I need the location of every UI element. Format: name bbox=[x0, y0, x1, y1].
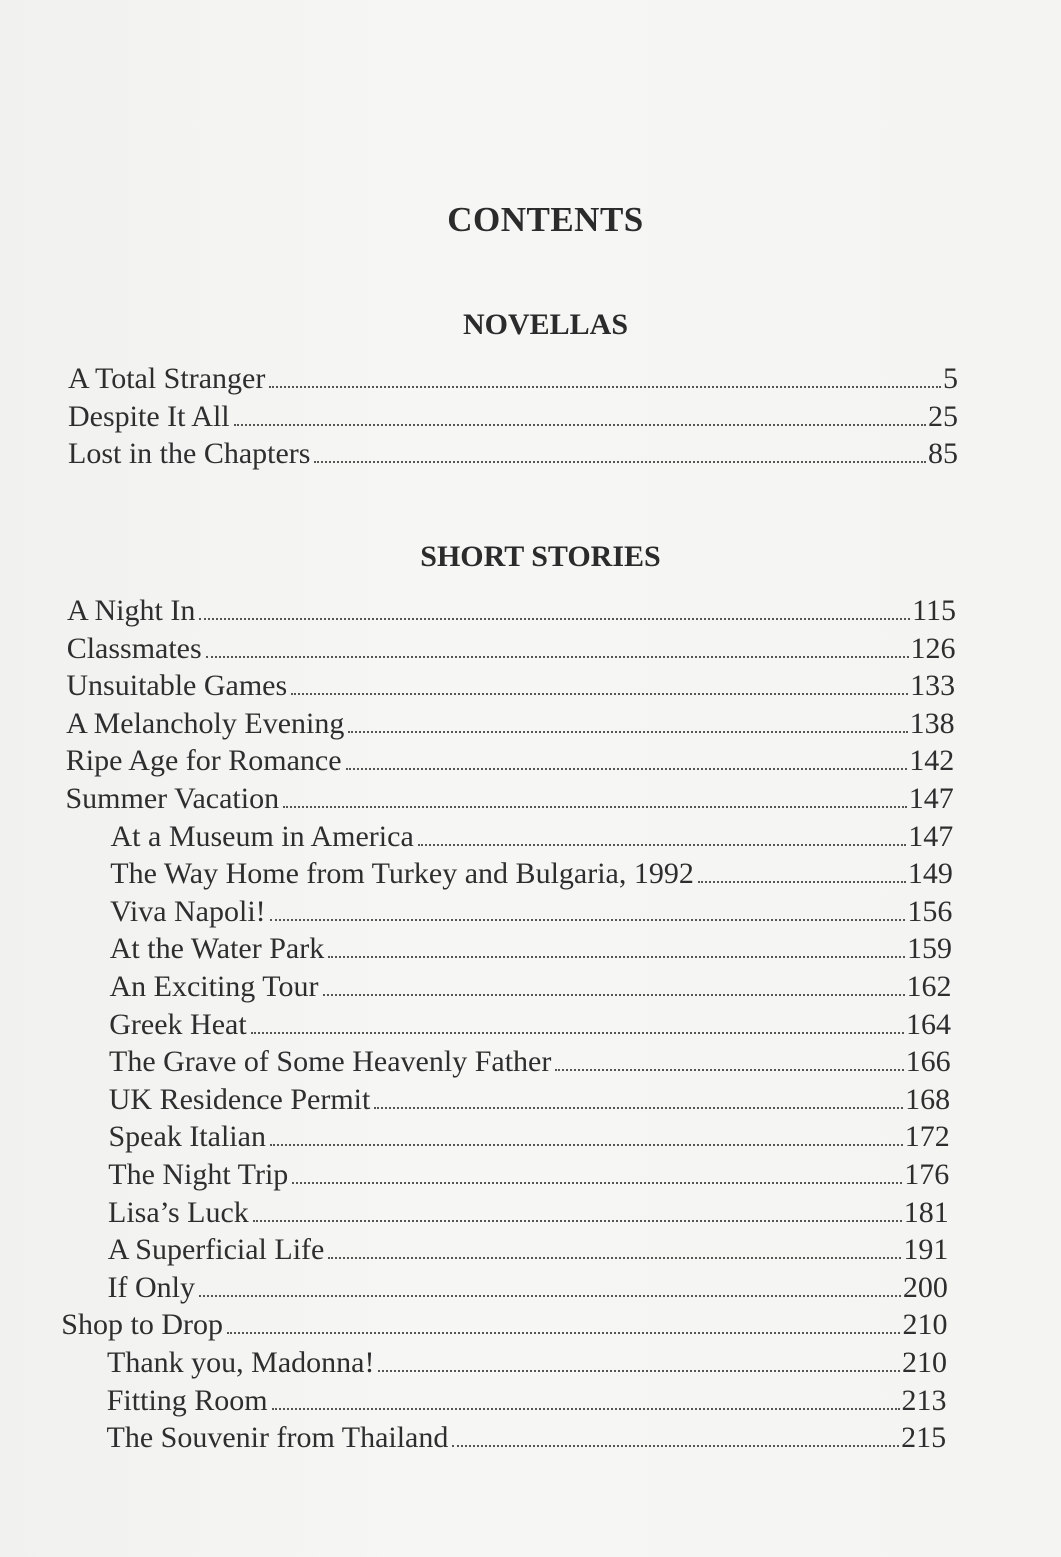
toc-entry bbox=[109, 1081, 950, 1118]
toc-entry-page-number: 147 bbox=[908, 819, 954, 853]
dot-leader bbox=[199, 618, 910, 620]
toc-entry bbox=[108, 1231, 949, 1268]
toc-entry-title: A Superficial Life bbox=[107, 1233, 325, 1267]
toc-entry-title: Summer Vacation bbox=[65, 782, 280, 815]
toc-entry-title: Lost in the Chapters bbox=[68, 437, 311, 470]
toc-entry-title: Fitting Room bbox=[106, 1383, 268, 1417]
dot-leader bbox=[234, 424, 926, 426]
toc-entry-page-number: 213 bbox=[901, 1383, 947, 1417]
toc-entry bbox=[108, 1194, 949, 1231]
toc-entry-page-number: 210 bbox=[902, 1308, 948, 1342]
dot-leader bbox=[253, 1220, 902, 1222]
toc-entry-page-number: 164 bbox=[906, 1007, 952, 1041]
toc-entry-title: A Total Stranger bbox=[68, 362, 266, 395]
toc-entry-page-number: 126 bbox=[910, 631, 956, 665]
toc-entry bbox=[108, 1156, 949, 1193]
toc-entry bbox=[107, 1382, 947, 1419]
toc-entry-title: Speak Italian bbox=[108, 1120, 266, 1154]
toc-entry-title: If Only bbox=[107, 1270, 195, 1304]
toc-entry bbox=[68, 360, 958, 397]
toc-entry bbox=[111, 818, 954, 855]
dot-leader bbox=[251, 1032, 904, 1034]
dot-leader bbox=[348, 731, 907, 733]
dot-leader bbox=[555, 1069, 903, 1071]
toc-entry-page-number: 147 bbox=[908, 782, 954, 815]
dot-leader bbox=[346, 768, 908, 770]
dot-leader bbox=[291, 693, 908, 695]
novellas-heading: NOVELLAS bbox=[462, 308, 629, 341]
dot-leader bbox=[323, 994, 905, 996]
toc-entry-title: A Night In bbox=[67, 594, 196, 627]
toc-entry-page-number: 142 bbox=[909, 744, 955, 778]
toc-entry bbox=[61, 1306, 947, 1343]
toc-entry-page-number: 156 bbox=[907, 894, 953, 928]
toc-entry-page-number: 215 bbox=[901, 1421, 947, 1455]
toc-entry-title: UK Residence Permit bbox=[108, 1082, 371, 1116]
dot-leader bbox=[328, 956, 905, 958]
toc-entry bbox=[68, 398, 958, 435]
toc-entry-page-number: 133 bbox=[910, 669, 956, 703]
dot-leader bbox=[374, 1107, 903, 1109]
toc-entry bbox=[109, 1118, 950, 1155]
toc-entry-title: The Night Trip bbox=[108, 1158, 289, 1191]
toc-entry-page-number: 210 bbox=[902, 1346, 947, 1379]
toc-entry bbox=[66, 667, 955, 704]
toc-entry-title: Despite It All bbox=[68, 399, 230, 433]
toc-entry-page-number: 172 bbox=[904, 1120, 950, 1154]
toc-entry bbox=[67, 630, 956, 667]
toc-entry-page-number: 181 bbox=[903, 1195, 949, 1229]
toc-entry-title: Unsuitable Games bbox=[66, 669, 288, 703]
toc-entry-title: Ripe Age for Romance bbox=[65, 744, 342, 778]
toc-entry-title: Greek Heat bbox=[109, 1007, 247, 1041]
toc-entry-title: Viva Napoli! bbox=[110, 894, 266, 928]
dot-leader bbox=[314, 461, 926, 463]
toc-entry-page-number: 191 bbox=[903, 1233, 949, 1267]
toc-entry bbox=[107, 1344, 947, 1381]
dot-leader bbox=[227, 1332, 900, 1334]
toc-entry bbox=[66, 780, 954, 817]
toc-entry-page-number: 162 bbox=[906, 970, 952, 1003]
toc-entry bbox=[110, 855, 953, 892]
toc-entry-page-number: 200 bbox=[902, 1270, 948, 1304]
toc-entry bbox=[66, 742, 954, 779]
toc-entry bbox=[108, 1269, 948, 1306]
toc-entry-page-number: 168 bbox=[905, 1082, 951, 1116]
dot-leader bbox=[270, 919, 906, 921]
toc-entry-title: An Exciting Tour bbox=[109, 970, 319, 1003]
toc-entry bbox=[110, 893, 952, 930]
dot-leader bbox=[272, 1408, 900, 1410]
dot-leader bbox=[452, 1445, 899, 1447]
dot-leader bbox=[328, 1257, 901, 1259]
toc-entry-title: Classmates bbox=[66, 631, 202, 665]
dot-leader bbox=[283, 806, 907, 808]
toc-entry-page-number: 149 bbox=[907, 857, 953, 891]
toc-entry-page-number: 25 bbox=[928, 399, 958, 433]
toc-entry bbox=[66, 705, 955, 742]
toc-entry bbox=[110, 930, 952, 967]
toc-entry-title: Lisa’s Luck bbox=[108, 1195, 249, 1229]
short-stories-heading: SHORT STORIES bbox=[420, 540, 661, 573]
contents-title: CONTENTS bbox=[447, 200, 644, 239]
dot-leader bbox=[698, 881, 906, 883]
toc-entry-title: Shop to Drop bbox=[61, 1308, 223, 1342]
toc-entry-title: The Souvenir from Thailand bbox=[106, 1421, 449, 1455]
dot-leader bbox=[206, 656, 909, 658]
toc-entry-page-number: 159 bbox=[906, 932, 952, 966]
dot-leader bbox=[378, 1370, 900, 1372]
toc-entry-title: The Way Home from Turkey and Bulgaria, 1992 bbox=[110, 857, 694, 891]
toc-entry-title: At a Museum in America bbox=[110, 819, 414, 853]
toc-entry-title: A Melancholy Evening bbox=[66, 706, 345, 740]
toc-entry bbox=[109, 1043, 951, 1080]
toc-entry bbox=[110, 968, 952, 1005]
toc-entry bbox=[67, 592, 956, 629]
toc-entry-title: Thank you, Madonna! bbox=[107, 1346, 375, 1379]
toc-entry-page-number: 5 bbox=[943, 362, 958, 395]
toc-entry bbox=[109, 1006, 951, 1043]
toc-entry bbox=[107, 1419, 947, 1456]
toc-entry-page-number: 85 bbox=[928, 437, 958, 470]
toc-entry-page-number: 176 bbox=[904, 1158, 950, 1191]
dot-leader bbox=[199, 1295, 901, 1297]
dot-leader bbox=[269, 386, 941, 388]
dot-leader bbox=[418, 844, 907, 846]
toc-entry-title: The Grave of Some Heavenly Father bbox=[109, 1045, 552, 1079]
dot-leader bbox=[270, 1144, 903, 1146]
toc-entry-page-number: 166 bbox=[905, 1045, 951, 1079]
dot-leader bbox=[292, 1182, 902, 1184]
toc-entry-page-number: 138 bbox=[909, 706, 955, 740]
toc-entry bbox=[68, 435, 958, 472]
toc-entry-title: At the Water Park bbox=[109, 932, 325, 966]
toc-entry-page-number: 115 bbox=[912, 594, 956, 627]
